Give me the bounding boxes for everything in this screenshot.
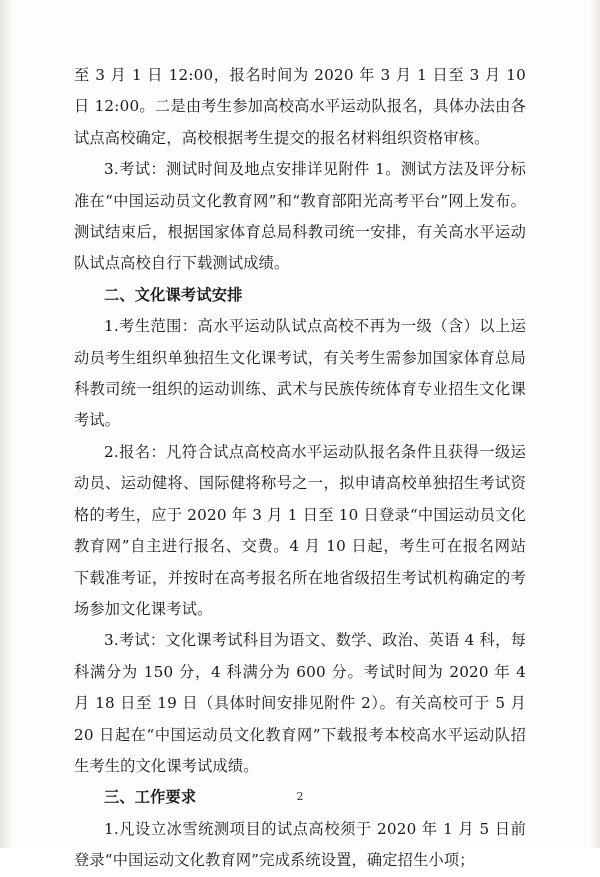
page-number: 2 [296, 790, 304, 803]
document-body [74, 60, 526, 877]
section-heading: 二、文化课考试安排 [104, 285, 243, 304]
paragraph: 1.凡设立冰雪统测项目的试点高校须于 2020 年 1 月 5 日前登录“中国运动文化教育网”完成系统设置，确定招生小项； [74, 819, 526, 870]
paragraph: 3.考试：文化课考试科目为语文、数学、政治、英语 4 科，每科满分为 150 分，4 科满分为 600 分。考试时间为 2020 年 4 月 18 日至 19 日（具体时间安排见附件 2）。有关高校可于 5 月 20 日起在“中国运动员文化教育网”下载报考本校高水平运动队招生考生的文化课考试成绩。 [74, 631, 526, 775]
section-heading: 三、工作要求 [104, 788, 197, 807]
paragraph: 1.考生范围：高水平运动队试点高校不再为一级（含）以上运动员考生组织单独招生文化课考试，有关考生需参加国家体育总局科教司统一组织的运动训练、武术与民族传统体育专业招生文化课考试。 [74, 317, 526, 430]
paragraph: 至 3 月 1 日 12:00，报名时间为 2020 年 3 月 1 日至 3 月 10 日 12:00。二是由考生参加高校高水平运动队报名，具体办法由各试点高校确定，高校根据考生提交的报名材料组织资格审核。 [74, 66, 526, 147]
paragraph: 2.报名：凡符合试点高校高水平运动队报名条件且获得一级运动员、运动健将、国际健将称号之一，拟申请高校单独招生考试资格的考生，应于 2020 年 3 月 1 日至 10 日登录“中国运动员文化教育网”自主进行报名、交费。4 月 10 日起，考生可在报名网站下载准考证，并按时在高考报名所在地省级招生考试机构确定的考场参加文化课考试。 [74, 442, 526, 618]
paragraph: 3.考试：测试时间及地点安排详见附件 1。测试方法及评分标准在“中国运动员文化教育网”和“教育部阳光高考平台”网上发布。测试结束后，根据国家体育总局科教司统一安排，有关高水平运动队试点高校自行下载测试成绩。 [74, 160, 526, 273]
